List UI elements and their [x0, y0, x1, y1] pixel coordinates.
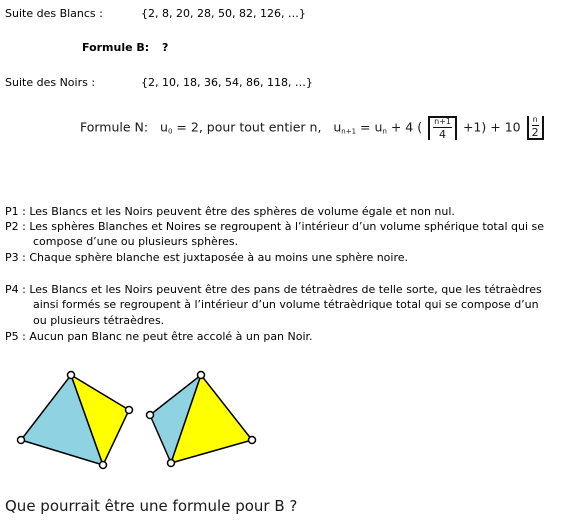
formule-b-value: ?	[162, 41, 169, 54]
vertex-marker	[168, 460, 175, 467]
prop-p1	[5, 204, 455, 219]
un-symbol: u	[374, 119, 383, 135]
question-text: Que pourrait être une formule pour B ?	[5, 497, 298, 515]
formule-b-label: Formule B:	[82, 41, 150, 54]
un-subscript: n	[382, 127, 387, 136]
prop-id: P5 :	[5, 330, 26, 343]
u0-symbol: u	[160, 119, 168, 135]
formule-n	[80, 116, 546, 140]
prop-p3	[5, 250, 408, 265]
prop-p4-continued-2: ou plusieurs tétraèdres.	[33, 314, 165, 327]
formule-n-label: Formule N:	[80, 119, 149, 135]
tetrahedron-left	[18, 372, 133, 469]
prop-text: Les Blancs et les Noirs peuvent être des sphères de volume égale et non nul.	[29, 205, 455, 218]
plus-four: + 4 (	[390, 119, 423, 135]
plus-one: +1)	[462, 119, 487, 135]
ceiling-denominator: 4	[439, 128, 447, 141]
vertex-marker	[68, 372, 75, 379]
ceiling-bracket	[428, 116, 457, 140]
noirs-label: Suite des Noirs :	[5, 76, 96, 89]
floor-bracket	[527, 116, 544, 140]
floor-denominator: 2	[531, 126, 539, 139]
u0-definition: = 2, pour tout entier n,	[176, 119, 322, 135]
prop-id: P2 :	[5, 220, 26, 233]
prop-text: Les Blancs et les Noirs peuvent être des pans de tétraèdres de telle sorte, que les tétraèdres	[29, 283, 542, 296]
ceiling-numerator: n+1	[434, 117, 451, 126]
prop-p4	[5, 282, 542, 297]
prop-id: P1 :	[5, 205, 26, 218]
vertex-marker	[198, 372, 205, 379]
blancs-label: Suite des Blancs :	[5, 7, 103, 20]
prop-p2	[5, 219, 544, 234]
equals-sign: =	[360, 119, 371, 135]
vertex-marker	[249, 437, 256, 444]
prop-text: Les sphères Blanches et Noires se regroupent à l’intérieur d’un volume sphérique total qui se	[29, 220, 545, 233]
vertex-marker	[147, 412, 154, 419]
vertex-marker	[126, 407, 133, 414]
vertex-marker	[18, 437, 25, 444]
blancs-sequence: {2, 8, 20, 28, 50, 82, 126, …}	[141, 7, 306, 20]
prop-text: Aucun pan Blanc ne peut être accolé à un pan Noir.	[29, 330, 313, 343]
prop-text: Chaque sphère blanche est juxtaposée à au moins une sphère noire.	[29, 251, 409, 264]
floor-numerator: n	[532, 115, 538, 124]
prop-p5	[5, 329, 313, 344]
vertex-marker	[100, 462, 107, 469]
floor-fraction	[532, 116, 539, 138]
noirs-sequence: {2, 10, 18, 36, 54, 86, 118, …}	[141, 76, 313, 89]
plus-ten: + 10	[490, 119, 521, 135]
tetrahedra-figure	[0, 362, 270, 472]
tetrahedron-right	[147, 372, 256, 467]
un1-subscript: n+1	[341, 127, 357, 136]
prop-id: P3 :	[5, 251, 26, 264]
prop-id: P4 :	[5, 283, 26, 296]
ceiling-fraction	[433, 118, 452, 140]
u0-subscript: 0	[167, 127, 173, 136]
prop-p4-continued: ainsi formés se regroupent à l’intérieur d’un volume tétraèdrique total qui se compose d’un	[33, 298, 539, 311]
un1-symbol: u	[333, 119, 342, 135]
prop-p2-continued: compose d’une ou plusieurs sphères.	[33, 235, 239, 248]
